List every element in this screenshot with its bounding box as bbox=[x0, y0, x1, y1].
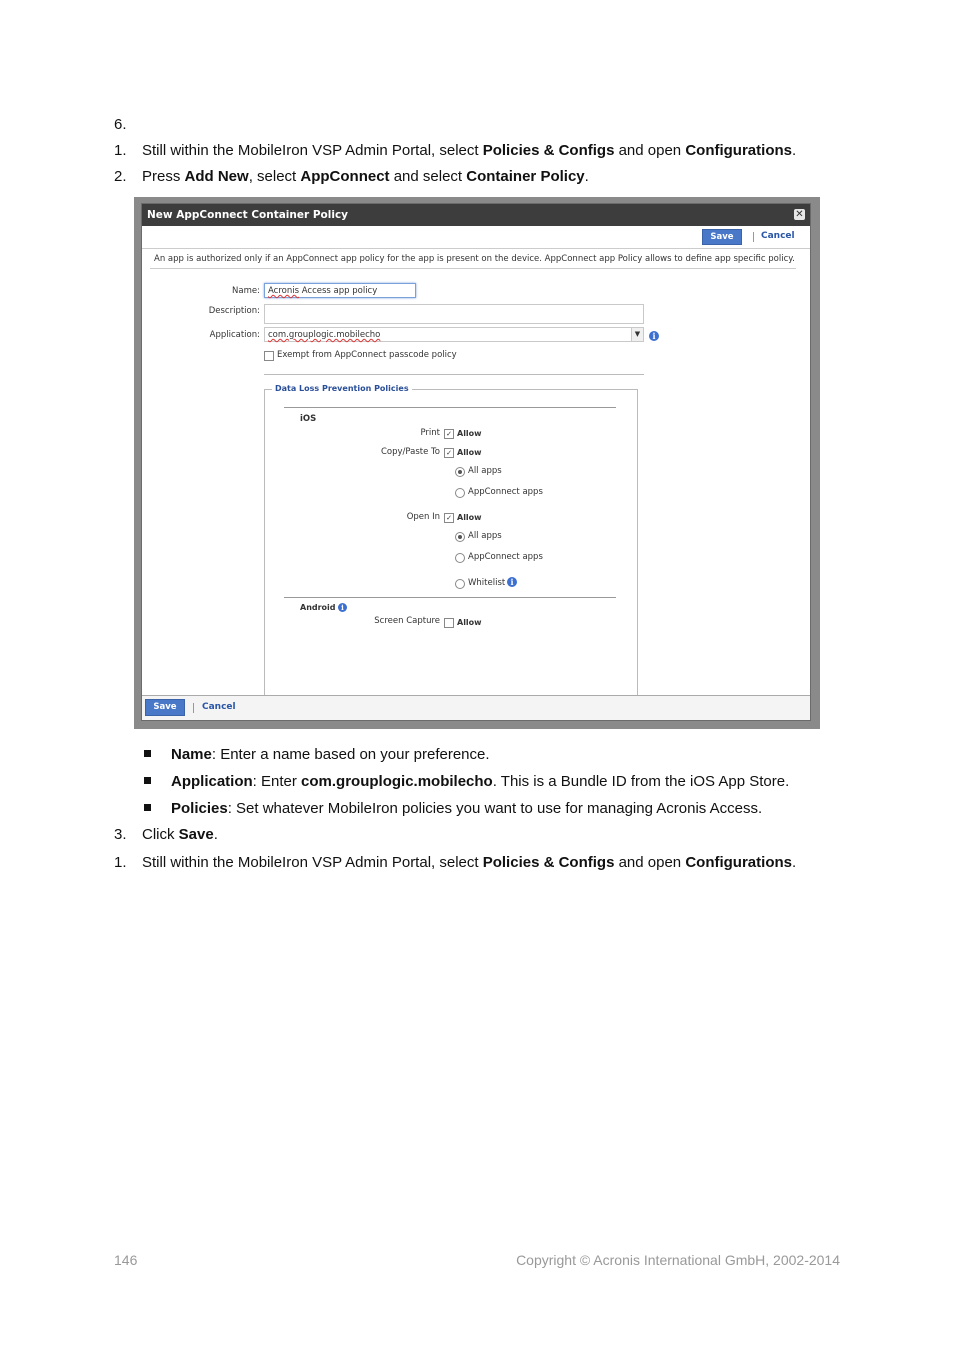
open-in-label: Open In bbox=[406, 512, 440, 522]
top-cancel-link[interactable]: Cancel bbox=[761, 231, 795, 241]
dialog-bottom-toolbar bbox=[142, 695, 810, 720]
ios-divider bbox=[284, 407, 616, 408]
bullet-policies: Policies: Set whatever MobileIron policies you want to use for managing Acronis Access. bbox=[144, 799, 762, 819]
bullet-marker bbox=[144, 777, 151, 784]
application-select[interactable] bbox=[264, 327, 644, 342]
close-icon[interactable]: ✕ bbox=[795, 209, 804, 220]
description-input[interactable] bbox=[264, 304, 644, 324]
screen-capture-allow-checkbox[interactable] bbox=[444, 618, 454, 628]
screen-capture-allow-label: Allow bbox=[457, 618, 482, 627]
open-in-appconnect-label: AppConnect apps bbox=[468, 552, 543, 562]
name-input[interactable]: Acronis Access app policy bbox=[264, 283, 416, 298]
copy-paste-appconnect-label: AppConnect apps bbox=[468, 487, 543, 497]
bullet-marker bbox=[144, 804, 151, 811]
open-in-whitelist-radio[interactable] bbox=[455, 579, 465, 589]
step-1-repeat: 1. Still within the MobileIron VSP Admin Portal, select Policies & Configs and open Configurations. bbox=[114, 854, 797, 871]
open-in-all-apps-label: All apps bbox=[468, 531, 502, 541]
application-info-icon[interactable]: i bbox=[649, 331, 659, 341]
android-info-icon[interactable]: i bbox=[338, 603, 347, 612]
android-divider bbox=[284, 597, 616, 598]
print-allow-checkbox[interactable]: ✓ bbox=[444, 429, 454, 439]
notice-divider bbox=[150, 268, 796, 269]
toolbar-divider bbox=[753, 232, 754, 242]
bottom-cancel-link[interactable]: Cancel bbox=[202, 702, 236, 712]
open-in-all-apps-radio[interactable] bbox=[455, 532, 465, 542]
open-in-appconnect-radio[interactable] bbox=[455, 553, 465, 563]
top-save-button[interactable]: Save bbox=[702, 229, 742, 245]
new-appconnect-container-policy-dialog bbox=[141, 203, 811, 721]
copy-paste-all-apps-label: All apps bbox=[468, 466, 502, 476]
step-1-select-configurations: 1. Still within the MobileIron VSP Admin Portal, select Policies & Configs and open Configurations. bbox=[114, 142, 797, 159]
print-label: Print bbox=[420, 428, 440, 438]
open-in-whitelist-label: Whitelist bbox=[468, 578, 506, 588]
bottom-toolbar-divider bbox=[193, 703, 194, 713]
authorization-notice: An app is authorized only if an AppConnect app policy for the app is present on the device. AppConnect app Policy allows to define app specific policy. bbox=[154, 254, 795, 264]
android-label: Android bbox=[300, 603, 336, 612]
bullet-application: Application: Enter com.grouplogic.mobilecho. This is a Bundle ID from the iOS App Store. bbox=[144, 772, 789, 792]
name-label: Name: bbox=[232, 286, 260, 296]
bottom-save-button[interactable]: Save bbox=[145, 699, 185, 716]
section-divider bbox=[264, 374, 644, 375]
chevron-down-icon[interactable]: ▼ bbox=[631, 328, 643, 341]
screen-capture-label: Screen Capture bbox=[374, 616, 440, 626]
copy-paste-allow-checkbox[interactable]: ✓ bbox=[444, 448, 454, 458]
dlp-legend: Data Loss Prevention Policies bbox=[272, 384, 412, 393]
exempt-passcode-checkbox[interactable] bbox=[264, 351, 274, 361]
dialog-top-toolbar bbox=[142, 226, 810, 249]
open-in-allow-checkbox[interactable]: ✓ bbox=[444, 513, 454, 523]
copy-paste-appconnect-radio[interactable] bbox=[455, 488, 465, 498]
copy-paste-label: Copy/Paste To bbox=[380, 447, 440, 457]
bullet-name: Name: Enter a name based on your preference. bbox=[144, 745, 490, 765]
description-label: Description: bbox=[208, 306, 260, 316]
step-2-add-container-policy: 2. Press Add New, select AppConnect and select Container Policy. bbox=[114, 168, 589, 185]
policy-dialog-screenshot bbox=[134, 197, 820, 729]
step-3-click-save: 3. Click Save. bbox=[114, 826, 218, 843]
copy-paste-allow-label: Allow bbox=[457, 448, 482, 457]
exempt-passcode-label: Exempt from AppConnect passcode policy bbox=[277, 350, 457, 360]
dialog-title: New AppConnect Container Policy bbox=[147, 209, 349, 221]
step-6: 6. bbox=[114, 116, 127, 133]
application-value: com.grouplogic.mobilecho bbox=[268, 330, 381, 340]
page-number: 146 bbox=[114, 1252, 138, 1268]
whitelist-info-icon[interactable]: i bbox=[507, 577, 517, 587]
open-in-allow-label: Allow bbox=[457, 513, 482, 522]
copy-paste-all-apps-radio[interactable] bbox=[455, 467, 465, 477]
print-allow-label: Allow bbox=[457, 429, 482, 438]
copyright-footer: Copyright © Acronis International GmbH, 2002-2014 bbox=[516, 1252, 840, 1268]
application-label: Application: bbox=[209, 330, 260, 340]
ios-label: iOS bbox=[300, 414, 317, 424]
dialog-title-bar bbox=[142, 204, 810, 226]
bullet-marker bbox=[144, 750, 151, 757]
